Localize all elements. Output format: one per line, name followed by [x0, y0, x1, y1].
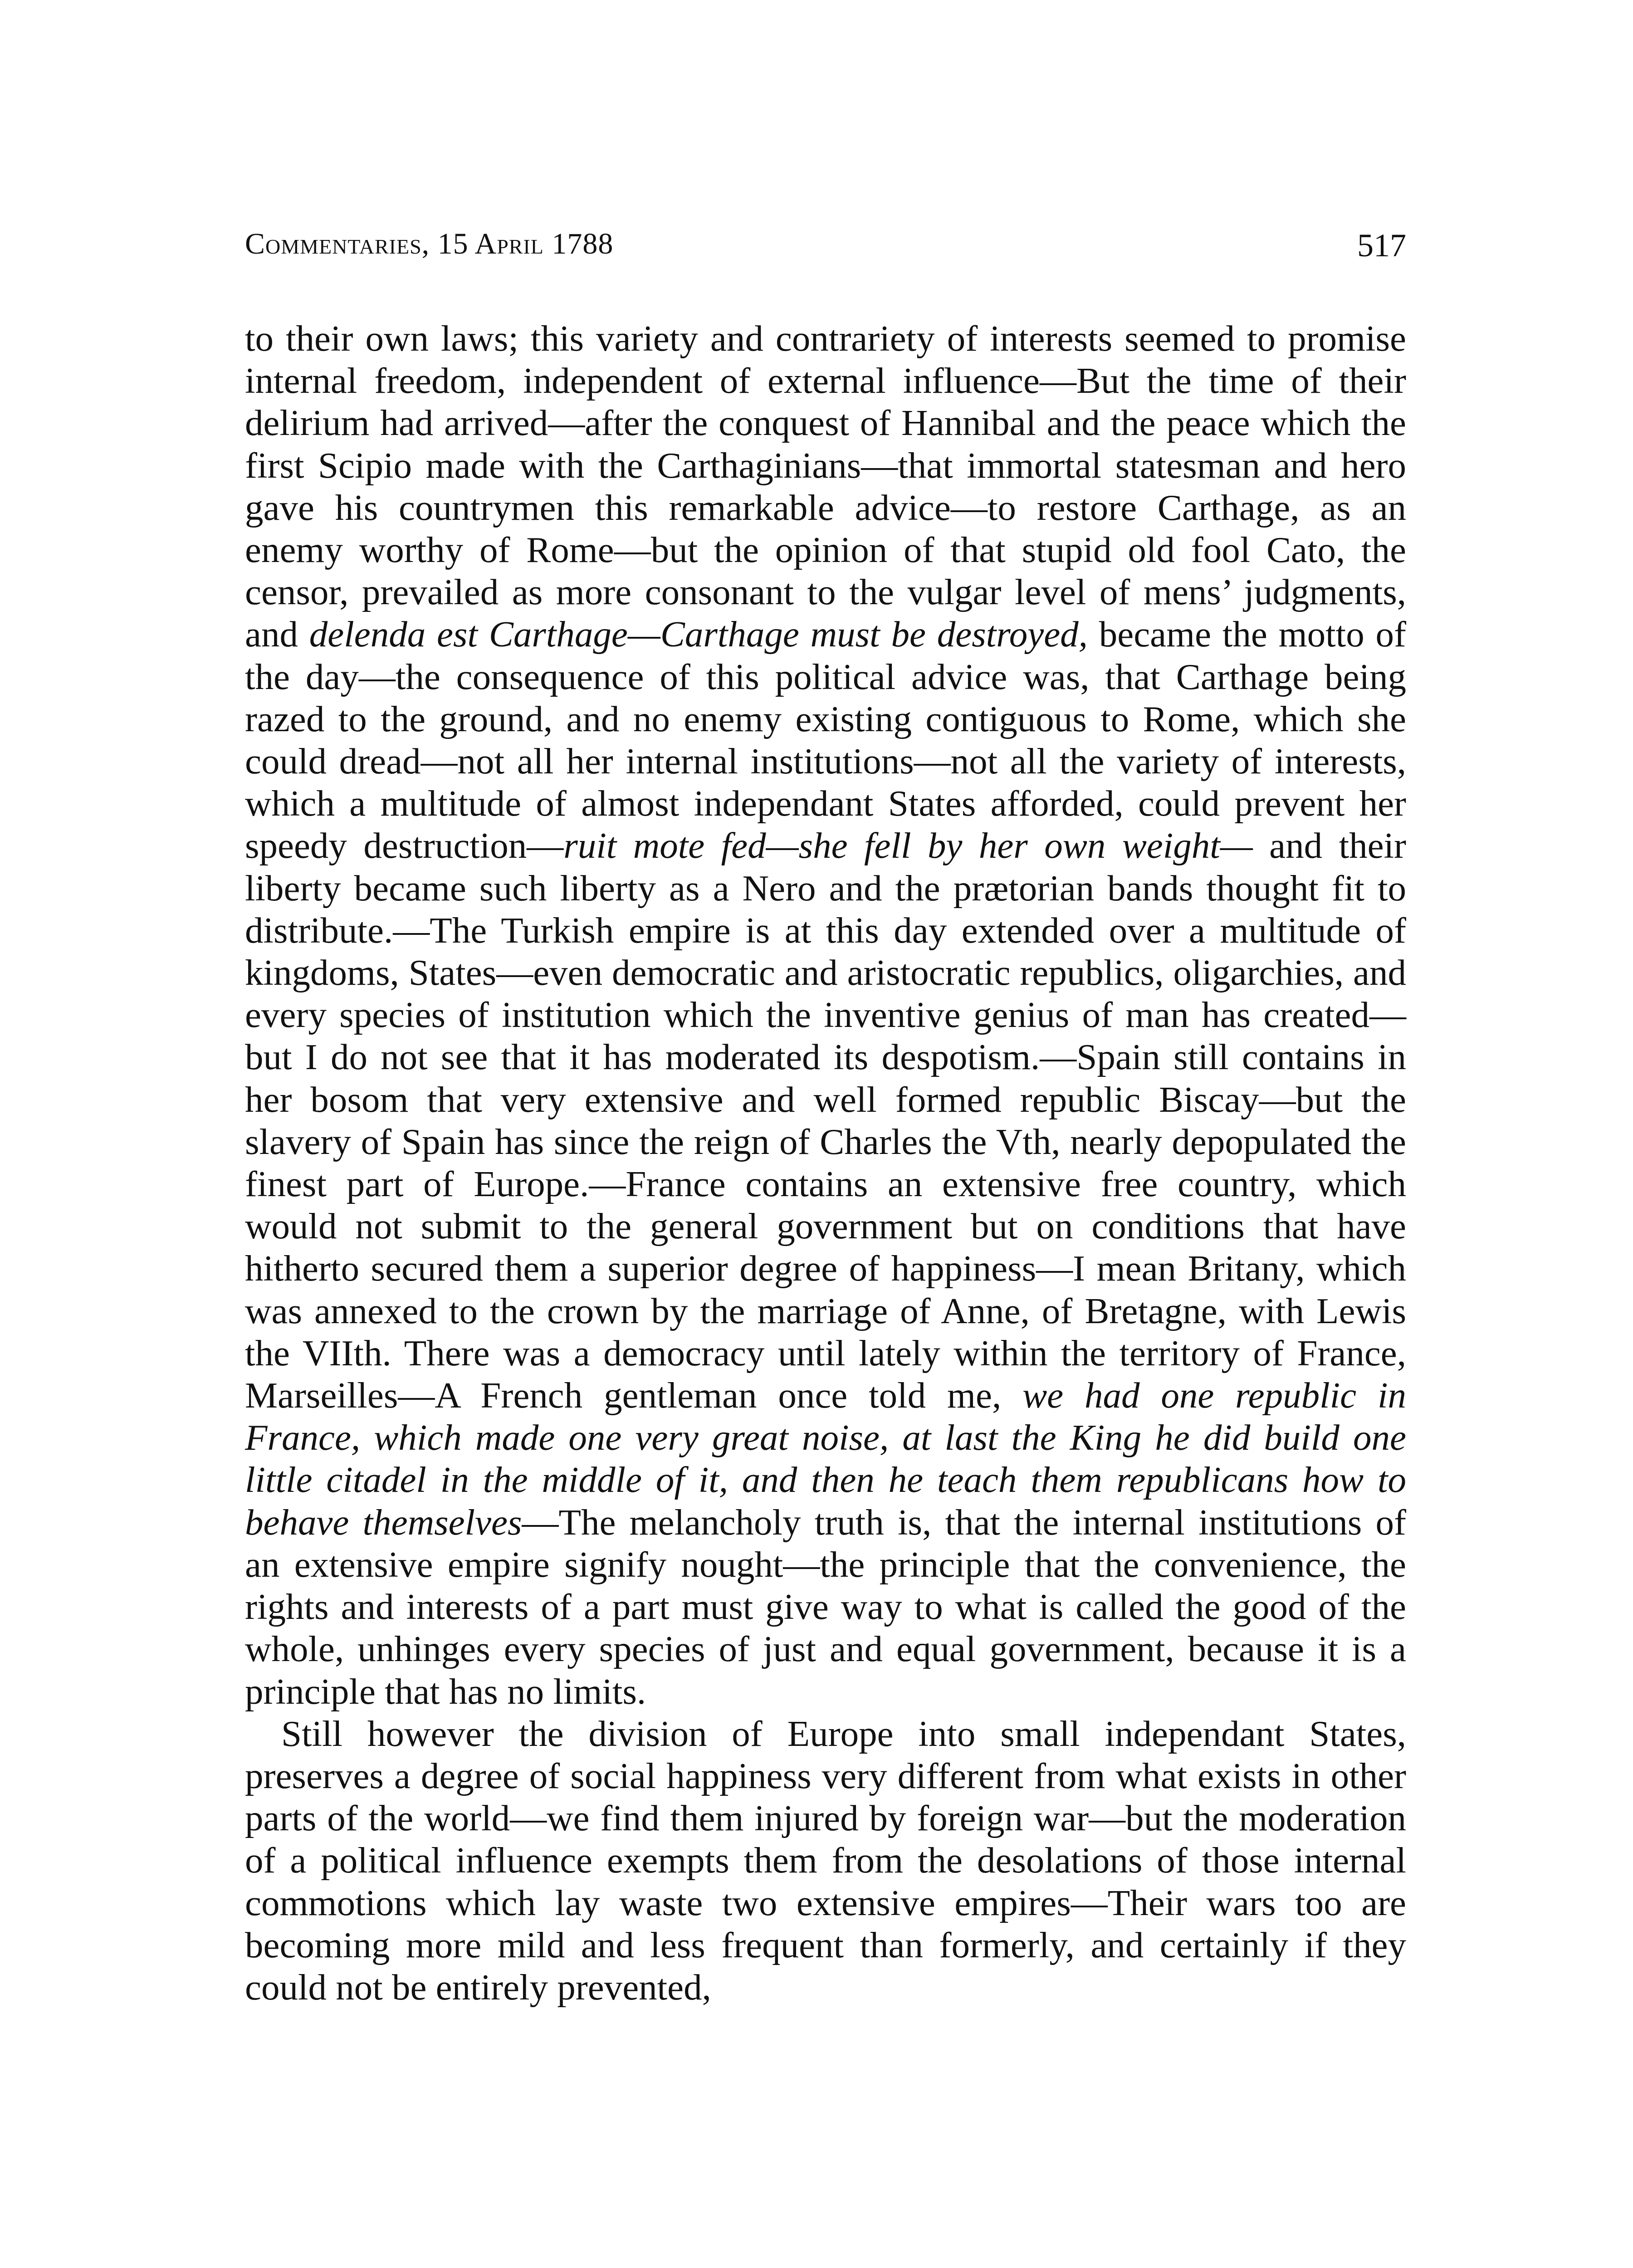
paragraph-1 [245, 318, 1406, 1713]
p1-text-3: and their liberty became such liberty as a Nero and the prætorian bands thought fit to distribute.—The Turkish empire is at this day extended over a multitude of kingdoms, States—even democratic and aristocratic republics, oligarchies, and every species of institution which the inventive genius of man has created—but I do not see that it has moderated its despotism.—Spain still contains in her bosom that very extensive and well formed republic Biscay—but the slavery of Spain has since the reign of Charles the Vth, nearly depopulated the finest part of Europe.—France contains an extensive free country, which would not submit to the general government but on conditions that have hitherto secured them a superior degree of happiness—I mean Britany, which was annexed to the crown by the marriage of Anne, of Bretagne, with Lewis the VIIth. There was a democracy until lately within the territory of France, Marseilles—A French gentleman once told me, [245, 825, 1407, 1416]
running-head-text: Commentaries, 15 April 1788 [245, 227, 614, 260]
p1-text-4: —The melancholy truth is, that the internal institutions of an extensive empire signify nought—the principle that the convenience, the rights and interests of a part must give way to what is called the good of the whole, unhinges every species of just and equal government, because it is a principle that has no limits. [245, 1501, 1406, 1712]
p1-italic-french-quote: we had one republic in France, which made one very great noise, at last the King he did build one little citadel in the middle of it, and then he teach them republicans how to behave themselves [245, 1375, 1406, 1543]
p1-text-2: became the motto of the day—the consequence of this political advice was, that Carthage being razed to the ground, and no enemy existing contiguous to Rome, which she could dread—not all her internal institutions—not all the variety of interests, which a multitude of almost independant States afforded, could prevent her speedy destruction— [245, 614, 1406, 866]
page-header [245, 227, 1406, 277]
page-number: 517 [1357, 227, 1406, 264]
paragraph-2: Still however the division of Europe into small independant States, preserves a degree of social happiness very different from what exists in other parts of the world—we find them injured by foreign war—but the moderation of a political influence exempts them from the desolations of those internal commotions which lay waste two extensive empires—Their wars too are becoming more mild and less frequent than formerly, and certainly if they could not be entirely prevented, [245, 1713, 1406, 2008]
running-head [245, 227, 613, 261]
body-text [245, 318, 1406, 2009]
p1-italic-ruit-mote: ruit mote fed—she fell by her own weight— [563, 825, 1253, 866]
p1-text-1: to their own laws; this variety and contrariety of interests seemed to promise internal freedom, independent of external influence—But the time of their delirium had arrived—after the conquest of Hannibal and the peace which the first Scipio made with the Carthaginians—that immortal statesman and hero gave his countrymen this remarkable advice—to restore Carthage, as an enemy worthy of Rome—but the opinion of that stupid old fool Cato, the censor, prevailed as more consonant to the vulgar level of mens’ judgments, and [245, 318, 1406, 655]
p1-italic-latin-motto: delenda est Carthage—Carthage must be destroyed, [309, 614, 1088, 655]
